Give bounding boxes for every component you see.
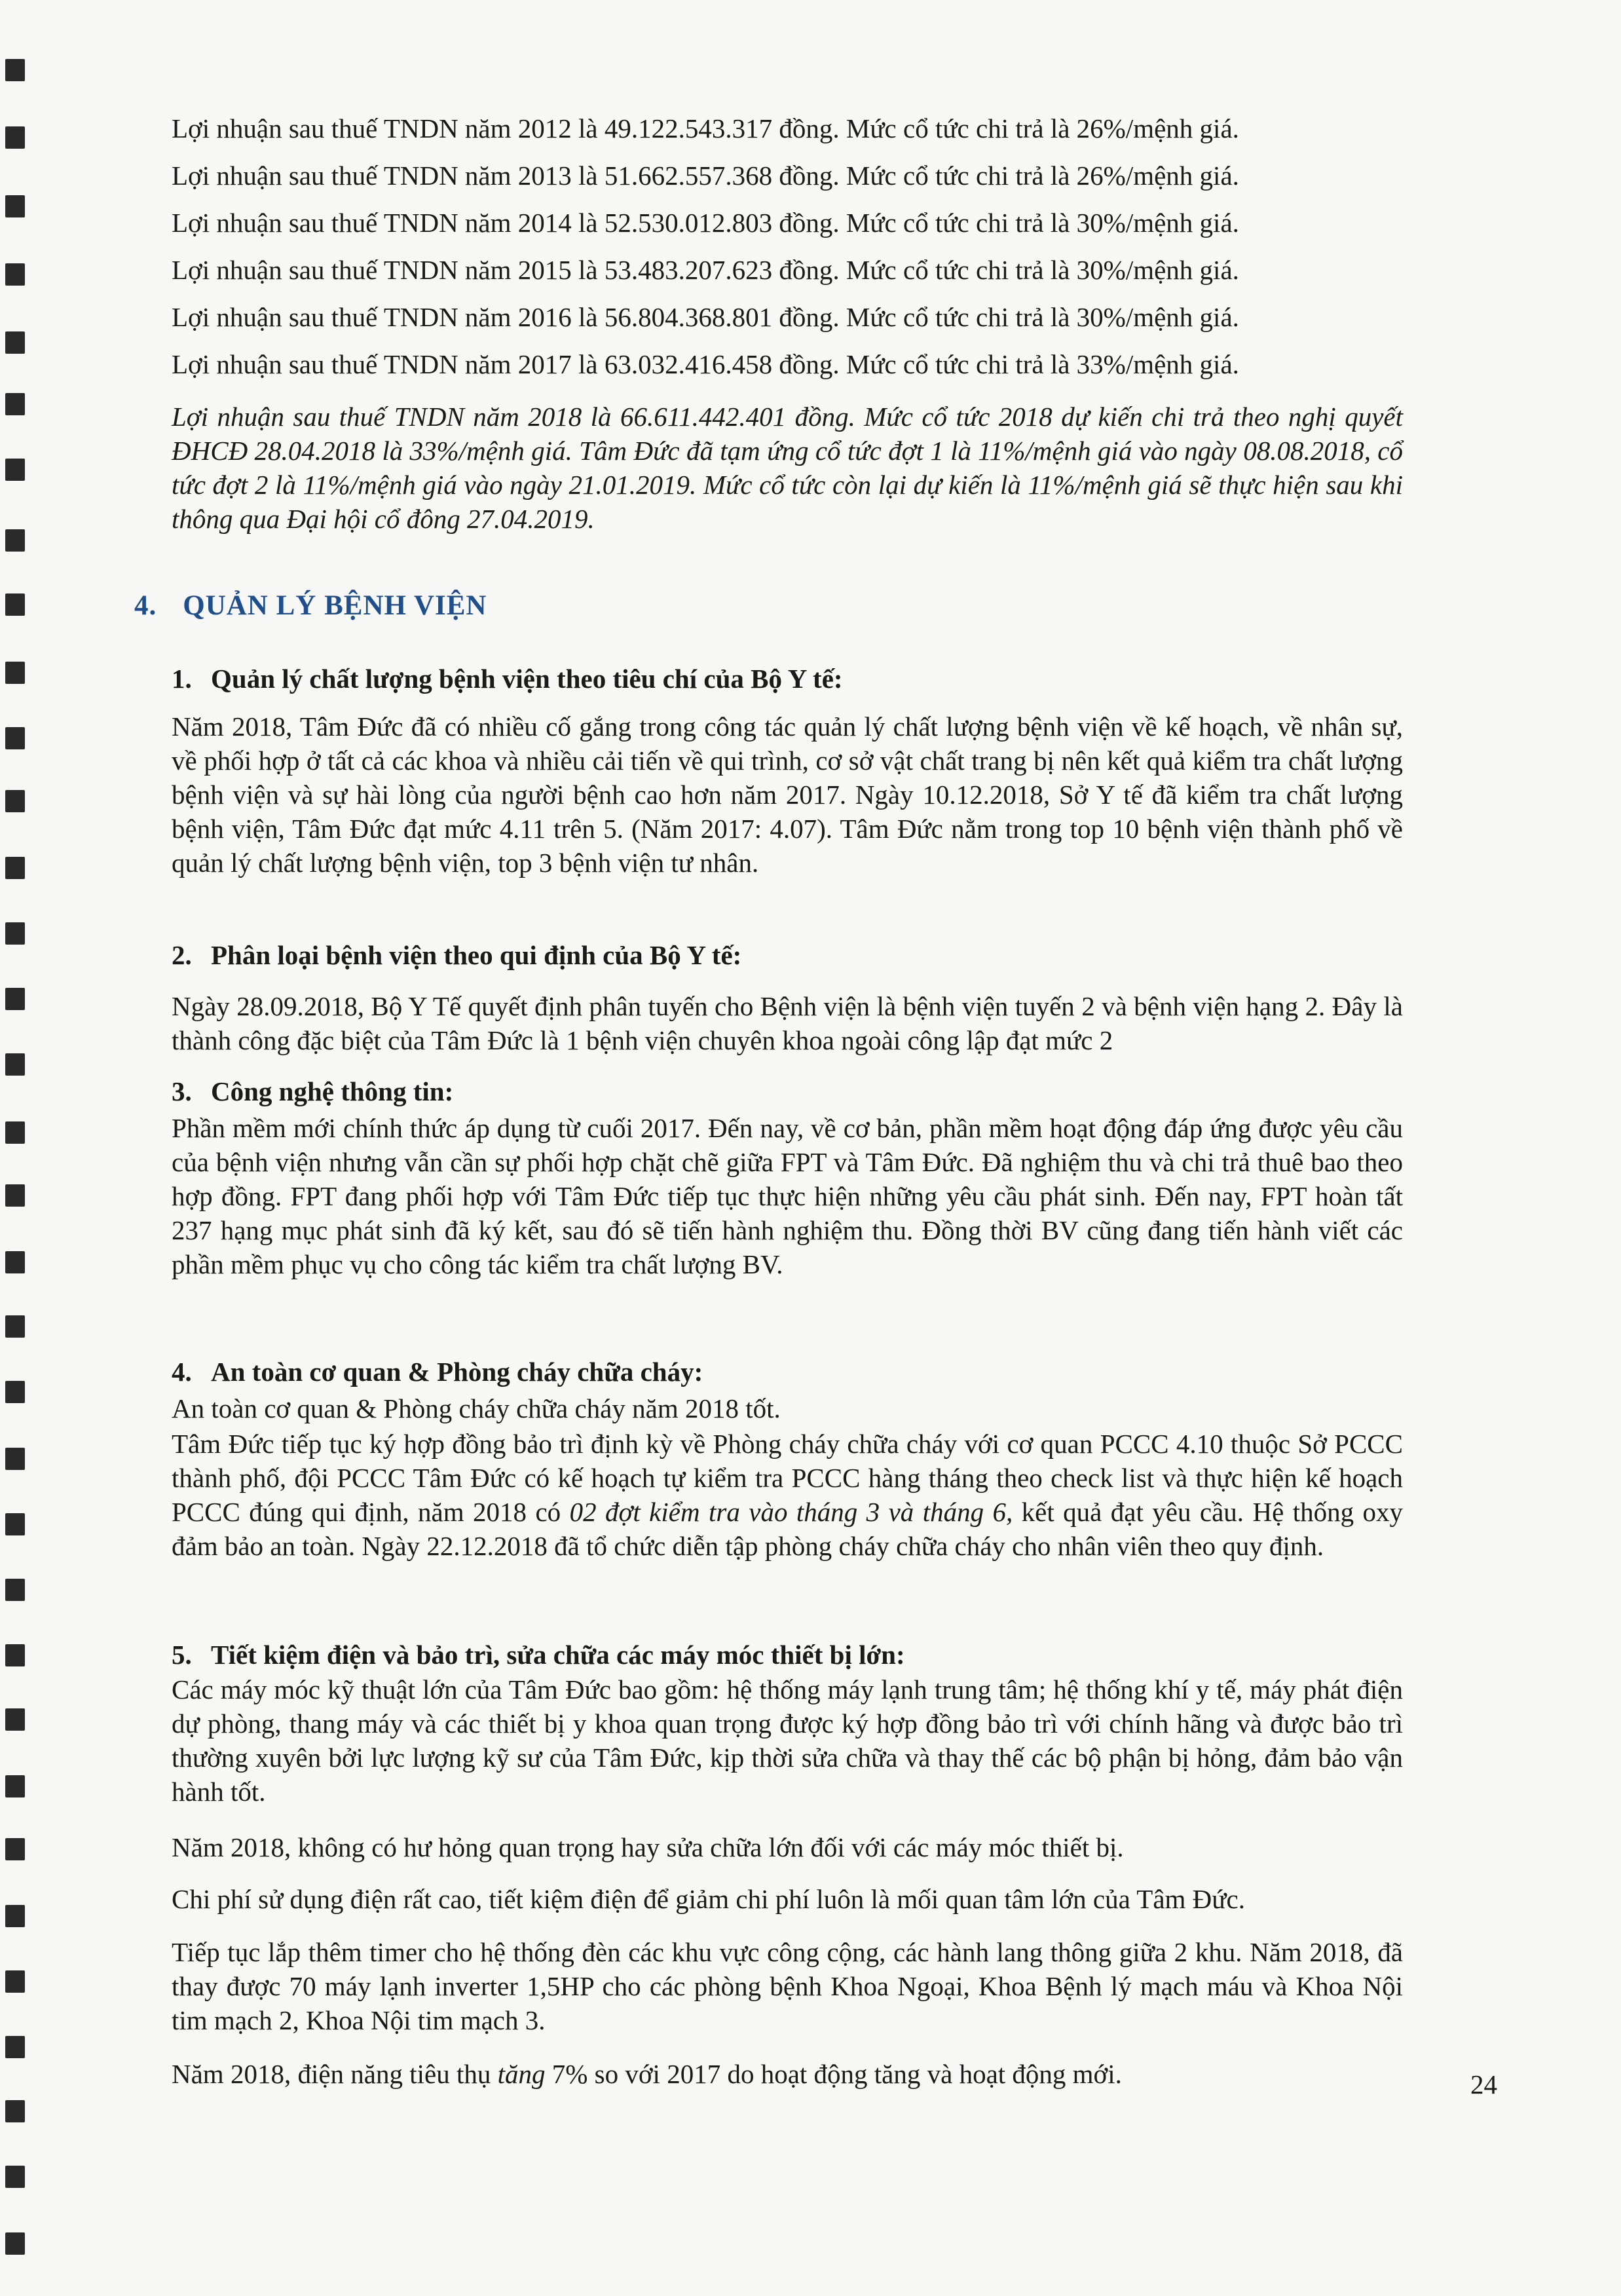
subheading-quality: 1. Quản lý chất lượng bệnh viện theo tiêu chí của Bộ Y tế: [172, 664, 843, 694]
paragraph-maintenance-4: Tiếp tục lắp thêm timer cho hệ thống đèn các khu vực công cộng, các hành lang thông giữa 2 khu. Năm 2018, đã thay được 70 máy lạnh inverter 1,5HP cho các phòng bệnh Khoa Ngoại, Khoa Bệnh lý mạch máu và Khoa Nội tim mạch 2, Khoa Nội tim mạch 3. [172, 1937, 1403, 2035]
subheading-classification: 2. Phân loại bệnh viện theo qui định của Bộ Y tế: [172, 940, 742, 970]
binding-hole [5, 593, 25, 616]
binding-hole [5, 459, 25, 481]
binding-hole [5, 922, 25, 945]
binding-hole [5, 857, 25, 879]
page-number: 24 [1470, 2069, 1497, 2099]
binding-hole [5, 1970, 25, 1993]
binding-hole [5, 1053, 25, 1076]
binding-hole [5, 2036, 25, 2058]
paragraph-quality: Năm 2018, Tâm Đức đã có nhiều cố gắng trong công tác quản lý chất lượng bệnh viện về kế hoạch, về nhân sự, về phối hợp ở tất cả các khoa và nhiều cải tiến về qui trình, cơ sở vật chất trang bị nên kết quả kiểm tra chất lượng bệnh viện và sự hài lòng của người bệnh cao hơn năm 2017. Ngày 10.12.2018, Sở Y tế đã kiểm tra chất lượng bệnh viện, Tâm Đức đạt mức 4.11 trên 5. (Năm 2017: 4.07). Tâm Đức nằm trong top 10 bệnh viện thành phố về quản lý chất lượng bệnh viện, top 3 bệnh viện tư nhân. [172, 711, 1403, 878]
binding-hole [5, 988, 25, 1010]
binding-hole [5, 1838, 25, 1860]
paragraph-maintenance-1: Các máy móc kỹ thuật lớn của Tâm Đức bao gồm: hệ thống máy lạnh trung tâm; hệ thống khí y tế, máy phát điện dự phòng, thang máy và các thiết bị y khoa quan trọng được ký hợp đồng bảo trì với chính hãng và được bảo trì thường xuyên bởi lực lượng kỹ sư của Tâm Đức, kịp thời sửa chữa và thay thế các bộ phận bị hỏng, đảm bảo vận hành tốt. [172, 1674, 1403, 1807]
binding-hole [5, 727, 25, 749]
binding-hole [5, 195, 25, 217]
section-title: QUẢN LÝ BỆNH VIỆN [183, 590, 487, 621]
paragraph-maintenance-2: Năm 2018, không có hư hỏng quan trọng hay sửa chữa lớn đối với các máy móc thiết bị. [172, 1832, 1124, 1862]
binding-hole [5, 59, 25, 81]
paragraph-maintenance-3: Chi phí sử dụng điện rất cao, tiết kiệm điện để giảm chi phí luôn là mối quan tâm lớn của Tâm Đức. [172, 1884, 1245, 1914]
paragraph-maintenance-5: Năm 2018, điện năng tiêu thụ tăng 7% so với 2017 do hoạt động tăng và hoạt động mới. [172, 2059, 1122, 2089]
subheading-it: 3. Công nghệ thông tin: [172, 1076, 454, 1106]
binding-hole [5, 1381, 25, 1403]
binding-hole [5, 1513, 25, 1535]
binding-hole [5, 1644, 25, 1666]
profit-line-2014: Lợi nhuận sau thuế TNDN năm 2014 là 52.530.012.803 đồng. Mức cổ tức chi trả là 30%/mệnh giá. [172, 208, 1239, 238]
subheading-fire-safety: 4. An toàn cơ quan & Phòng cháy chữa cháy: [172, 1357, 703, 1387]
binding-hole [5, 1184, 25, 1207]
paragraph-classification: Ngày 28.09.2018, Bộ Y Tế quyết định phân tuyến cho Bệnh viện là bệnh viện tuyến 2 và bệnh viện hạng 2. Đây là thành công đặc biệt của Tâm Đức là 1 bệnh viện chuyên khoa ngoài công lập đạt mức 2 [172, 991, 1403, 1055]
binding-hole [5, 790, 25, 812]
profit-line-2013: Lợi nhuận sau thuế TNDN năm 2013 là 51.662.557.368 đồng. Mức cổ tức chi trả là 26%/mệnh giá. [172, 160, 1239, 191]
binding-hole [5, 2166, 25, 2188]
binding-hole [5, 1708, 25, 1731]
paragraph-fire-safety: Tâm Đức tiếp tục ký hợp đồng bảo trì định kỳ về Phòng cháy chữa cháy với cơ quan PCCC 4.10 thuộc Sở PCCC thành phố, đội PCCC Tâm Đức có kế hoạch tự kiểm tra PCCC hàng tháng theo check list và thực hiện kế hoạch PCCC đúng qui định, năm 2018 có 02 đợt kiểm tra vào tháng 3 và tháng 6, kết quả đạt yêu cầu. Hệ thống oxy đảm bảo an toàn. Ngày 22.12.2018 đã tổ chức diễn tập phòng cháy chữa cháy cho nhân viên theo quy định. [172, 1429, 1403, 1561]
binding-hole [5, 263, 25, 286]
binding-hole [5, 529, 25, 552]
profit-2018-paragraph: Lợi nhuận sau thuế TNDN năm 2018 là 66.611.442.401 đồng. Mức cổ tức 2018 dự kiến chi trả theo nghị quyết ĐHCĐ 28.04.2018 là 33%/mệnh giá. Tâm Đức đã tạm ứng cổ tức đợt 1 là 11%/mệnh giá vào ngày 08.08.2018, cổ tức đợt 2 là 11%/mệnh giá vào ngày 21.01.2019. Mức cổ tức còn lại dự kiến là 11%/mệnh giá sẽ thực hiện sau khi thông qua Đại hội cổ đông 27.04.2019. [172, 402, 1403, 534]
section-heading [134, 590, 487, 622]
binding-hole [5, 1251, 25, 1273]
subheading-maintenance: 5. Tiết kiệm điện và bảo trì, sửa chữa các máy móc thiết bị lớn: [172, 1640, 905, 1670]
section-number: 4. [134, 590, 157, 621]
binding-hole [5, 126, 25, 149]
binding-hole [5, 1315, 25, 1338]
binding-hole [5, 1121, 25, 1144]
profit-line-2016: Lợi nhuận sau thuế TNDN năm 2016 là 56.804.368.801 đồng. Mức cổ tức chi trả là 30%/mệnh giá. [172, 302, 1239, 332]
binding-hole [5, 1775, 25, 1797]
binding-hole [5, 662, 25, 684]
profit-line-2015: Lợi nhuận sau thuế TNDN năm 2015 là 53.483.207.623 đồng. Mức cổ tức chi trả là 30%/mệnh giá. [172, 255, 1239, 285]
paragraph-fire-safety-intro: An toàn cơ quan & Phòng cháy chữa cháy năm 2018 tốt. [172, 1393, 781, 1423]
profit-line-2012: Lợi nhuận sau thuế TNDN năm 2012 là 49.122.543.317 đồng. Mức cổ tức chi trả là 26%/mệnh giá. [172, 113, 1239, 143]
binding-hole [5, 331, 25, 354]
binding-hole [5, 393, 25, 415]
binding-hole [5, 2100, 25, 2122]
binding-hole [5, 2232, 25, 2255]
paragraph-it: Phần mềm mới chính thức áp dụng từ cuối 2017. Đến nay, về cơ bản, phần mềm hoạt động đáp ứng được yêu cầu của bệnh viện nhưng vẫn cần sự phối hợp chặt chẽ giữa FPT và Tâm Đức. Đã nghiệm thu và chi trả thuê bao theo hợp đồng. FPT đang phối hợp với Tâm Đức tiếp tục thực hiện những yêu cầu phát sinh. Đến nay, FPT hoàn tất 237 hạng mục phát sinh đã ký kết, sau đó sẽ tiến hành nghiệm thu. Đồng thời BV cũng đang tiến hành viết các phần mềm phục vụ cho công tác kiểm tra chất lượng BV. [172, 1113, 1403, 1279]
spiral-binding [0, 0, 59, 2296]
profit-line-2017: Lợi nhuận sau thuế TNDN năm 2017 là 63.032.416.458 đồng. Mức cổ tức chi trả là 33%/mệnh giá. [172, 349, 1239, 379]
binding-hole [5, 1448, 25, 1470]
binding-hole [5, 1905, 25, 1927]
binding-hole [5, 1579, 25, 1601]
